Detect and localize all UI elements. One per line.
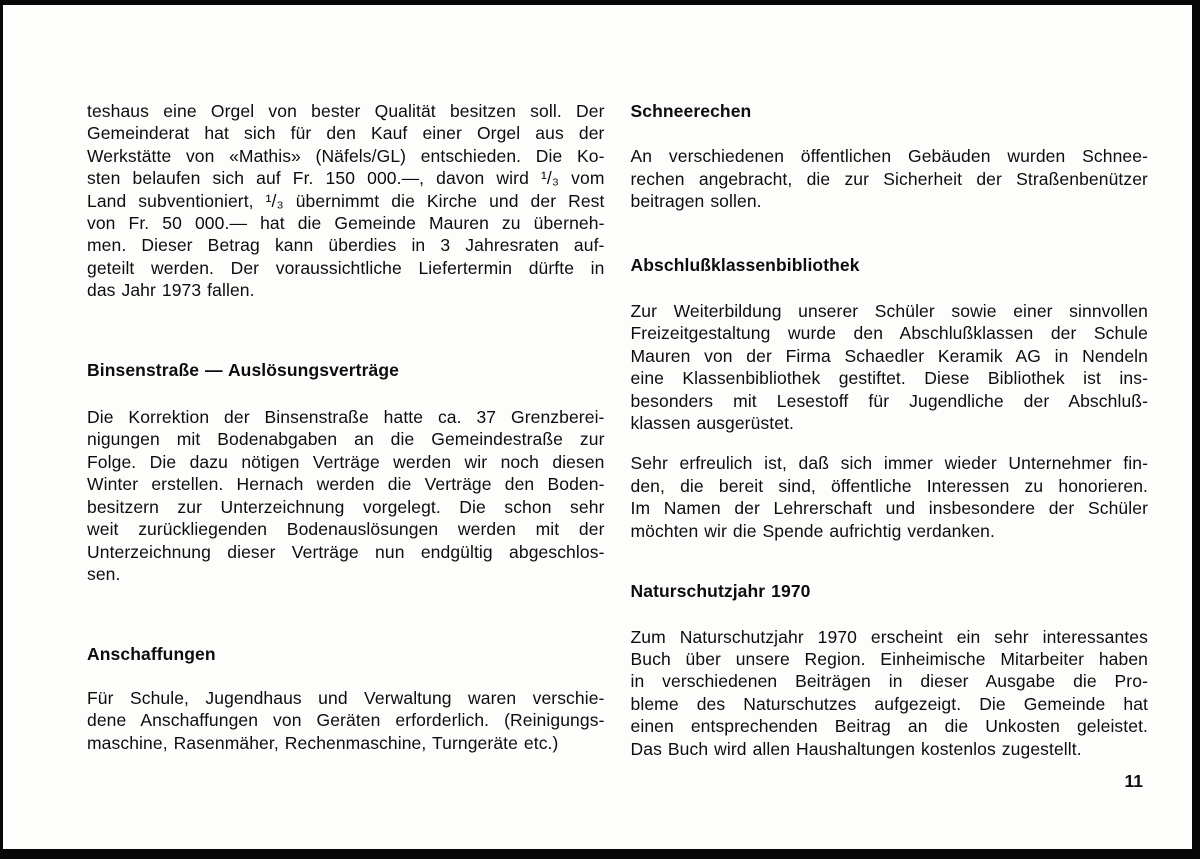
- paragraph-bibliothek: [631, 300, 1149, 434]
- text-line: Buch über unsere Region. Einheimische Mitarbeiter haben: [630, 648, 1148, 669]
- text-line: nigungen mit Bodenabgaben an die Gemeindestraße zur: [87, 429, 605, 450]
- text-line: dene Anschaffungen von Geräten erforderlich. (Reinigungs-: [87, 710, 605, 731]
- paragraph-orgel: [87, 100, 605, 302]
- text-line: rechen angebracht, die zur Sicherheit der Straßenbenützer: [630, 168, 1148, 189]
- text-line: Mauren von der Firma Schaedler Keramik AG in Nendeln: [630, 345, 1148, 366]
- heading-binsenstrasse: Binsenstraße — Auslösungsverträge: [87, 359, 399, 380]
- text-line: men. Dieser Betrag kann überdies in 3 Jahresraten auf-: [87, 235, 605, 256]
- text-line: sen.: [87, 563, 121, 584]
- text-line: geteilt werden. Der voraussichtliche Liefertermin dürfte in: [87, 257, 605, 278]
- text-line: Für Schule, Jugendhaus und Verwaltung waren verschie-: [87, 687, 605, 708]
- text-line: den, die bereit sind, öffentliche Interessen zu honorieren.: [630, 475, 1148, 496]
- text-line: klassen ausgerüstet.: [630, 413, 795, 434]
- text-line: Gemeinderat hat sich für den Kauf einer Orgel aus der: [87, 123, 605, 144]
- text-line: möchten wir die Spende aufrichtig verdanken.: [630, 520, 995, 541]
- text-line: An verschiedenen öffentlichen Gebäuden wurden Schnee-: [630, 146, 1148, 167]
- text-line: in verschiedenen Beiträgen in dieser Ausgabe die Pro-: [630, 671, 1148, 692]
- text-line: besonders mit Lesestoff für Jugendliche der Abschluß-: [630, 390, 1148, 411]
- text-line: eine Klassenbibliothek gestiftet. Diese Bibliothek ist ins-: [630, 368, 1148, 389]
- document-page: [3, 5, 1192, 849]
- heading-abschlussklassenbibliothek: Abschlußklassenbibliothek: [630, 254, 860, 275]
- text-line: von Fr. 50 000.— hat die Gemeinde Mauren zu überneh-: [87, 213, 605, 234]
- paragraph-binsenstrasse: [87, 406, 605, 585]
- text-line: beitragen sollen.: [630, 191, 762, 212]
- text-line: teshaus eine Orgel von bester Qualität besitzen soll. Der: [87, 101, 605, 121]
- text-line: Werkstätte von «Mathis» (Näfels/GL) entschieden. Die Ko-: [87, 145, 605, 166]
- paragraph-anschaffungen: [87, 687, 605, 754]
- text-line: Winter erstellen. Hernach werden die Verträge den Boden-: [87, 474, 605, 495]
- text-line: Das Buch wird allen Haushaltungen kostenlos zugestellt.: [630, 738, 1082, 759]
- left-column: [87, 100, 605, 792]
- text-line: Sehr erfreulich ist, daß sich immer wieder Unternehmer fin-: [630, 453, 1148, 474]
- text-line: maschine, Rasenmäher, Rechenmaschine, Turngeräte etc.): [87, 732, 559, 753]
- text-line: Folge. Die dazu nötigen Verträge werden wir noch diesen: [87, 451, 605, 472]
- text-line: weit zurückliegenden Bodenauslösungen werden mit der: [87, 519, 605, 540]
- text-line: Freizeitgestaltung wurde den Abschlußklassen der Schule: [630, 323, 1148, 344]
- text-line: einen entsprechenden Beitrag an die Unkosten geleistet.: [630, 716, 1148, 737]
- heading-naturschutzjahr: Naturschutzjahr 1970: [630, 581, 811, 602]
- text-line: Zur Weiterbildung unserer Schüler sowie einer sinnvollen: [630, 301, 1148, 322]
- text-line: Die Korrektion der Binsenstraße hatte ca. 37 Grenzberei-: [87, 407, 605, 428]
- text-line: sten belaufen sich auf Fr. 150 000.—, davon wird ¹/₃ vom: [87, 168, 605, 189]
- heading-anschaffungen: Anschaffungen: [87, 644, 216, 665]
- paragraph-dank: [631, 452, 1149, 542]
- heading-schneerechen: Schneerechen: [630, 101, 752, 121]
- text-line: Zum Naturschutzjahr 1970 erscheint ein sehr interessantes: [630, 626, 1148, 647]
- page-number: 11: [1124, 770, 1143, 791]
- text-line: Im Namen der Lehrerschaft und insbesondere der Schüler: [630, 498, 1148, 519]
- paragraph-schneerechen: [631, 145, 1149, 212]
- right-column: [631, 100, 1149, 792]
- text-line: besitzern zur Unterzeichnung vorgelegt. Die schon sehr: [87, 496, 605, 517]
- two-column-layout: [3, 5, 1192, 792]
- text-line: bleme des Naturschutzes aufgezeigt. Die Gemeinde hat: [630, 693, 1148, 714]
- text-line: das Jahr 1973 fallen.: [87, 280, 255, 301]
- text-line: Land subventioniert, ¹/₃ übernimmt die Kirche und der Rest: [87, 190, 605, 211]
- text-line: Unterzeichnung dieser Verträge nun endgültig abgeschlos-: [87, 541, 605, 562]
- paragraph-naturschutzjahr: [631, 626, 1149, 760]
